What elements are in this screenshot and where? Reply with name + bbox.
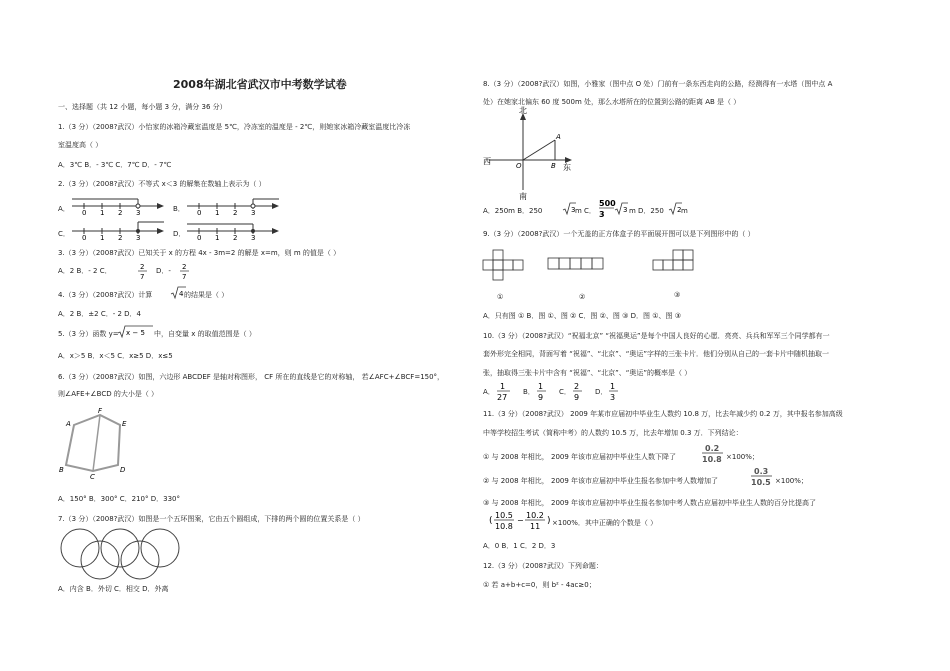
numerator: 0.3 xyxy=(754,467,769,476)
q8-compass-figure xyxy=(483,106,578,201)
point-b-label: B xyxy=(551,162,556,170)
vertex-label-c: C xyxy=(90,473,95,481)
numerator: 1 xyxy=(538,382,544,391)
q6-hexagon-figure xyxy=(58,405,138,480)
q11-statement3: ③ 与 2008 年相比， 2009 年该市应届初中毕业生报名参加中考人数占应届初中毕业生人数的百分比提高了 xyxy=(483,499,817,507)
q12-stem: 12.（3 分）（2008?武汉）下列命题： xyxy=(483,562,603,570)
denominator: 10.5 xyxy=(751,478,771,487)
tick-label: 3 xyxy=(251,209,256,217)
q2-option-c: C． xyxy=(58,230,70,238)
q10-stem-line1: 10.（3 分）（2008?武汉）“祝福北京” “祝福奥运”是每个中国人良好的心愿．亮亮、兵兵和军军三个同学都有一 xyxy=(483,332,830,340)
east-label: 东 xyxy=(563,163,571,172)
q8-sqrt3-c xyxy=(615,202,629,216)
tick-label: 0 xyxy=(82,234,87,242)
q8-options-d: m xyxy=(681,207,688,215)
q10-fraction-d xyxy=(609,381,619,403)
numerator: 2 xyxy=(574,382,580,391)
q5-stem-b: 中，自变量 x 的取值范围是（ ） xyxy=(154,330,256,338)
q7-options: A．内含 B．外切 C．相交 D．外离 xyxy=(58,585,169,593)
q11-fraction-1 xyxy=(702,443,724,465)
tick-label: 1 xyxy=(215,209,220,217)
q3-stem: 3.（3 分）（2008?武汉）已知关于 x 的方程 4x - 3m=2 的解是 x=m，则 m 的值是（ ） xyxy=(58,249,341,257)
q10-stem-line3: 张，抽取得三张卡片中含有 “祝福”、“北京”、“奥运”的概率是（ ） xyxy=(483,369,692,377)
section-heading: 一、选择题（共 12 小题，每小题 3 分，满分 36 分） xyxy=(58,103,227,111)
q6-options: A．150° B．300° C．210° D．330° xyxy=(58,495,180,503)
q5-stem-a: 5.（3 分）函数 y= xyxy=(58,330,119,338)
q11-stem-line1: 11.（3 分）（2008?武汉） 2009 年某市应届初中毕业生人数约 10.8 万，比去年减少约 0.2 万，其中报名参加高级 xyxy=(483,410,843,418)
q9-options: A．只有图 ① B．图 ①、图 ② C．图 ②、图 ③ D．图 ①、图 ③ xyxy=(483,312,682,320)
denominator: 9 xyxy=(574,393,580,402)
net-3 xyxy=(653,250,693,270)
q3-fraction-d xyxy=(180,262,190,282)
numerator: 2 xyxy=(182,263,187,271)
point-o-label: O xyxy=(516,162,522,170)
west-label: 西 xyxy=(483,157,491,166)
q11-statement1-suffix: ×100%； xyxy=(726,453,759,461)
q4-options: A．2 B．±2 C．- 2 D．4 xyxy=(58,310,141,318)
q8-options-c: m D．250 xyxy=(629,207,664,215)
svg-text:−: − xyxy=(517,516,524,525)
q2-option-d: D． xyxy=(173,230,186,238)
q2-option-a: A． xyxy=(58,205,70,213)
q11-statement1: ① 与 2008 年相比， 2009 年该市应届初中毕业生人数下降了 xyxy=(483,453,677,461)
q7-five-rings-figure xyxy=(58,528,218,578)
tick-label: 2 xyxy=(118,234,123,242)
q5-options: A．x＞5 B．x＜5 C．x≥5 D．x≤5 xyxy=(58,352,173,360)
q9-nets-figure xyxy=(483,250,723,300)
q3-option-d: D．- xyxy=(156,267,171,275)
tick-label: 2 xyxy=(233,209,238,217)
numerator: 1 xyxy=(610,382,616,391)
q10-fraction-b xyxy=(537,381,547,403)
net-1 xyxy=(483,250,523,280)
q11-statement3-suffix: ×100%．其中正确的个数是（ ） xyxy=(552,519,658,527)
q10-option-d: D． xyxy=(595,388,608,396)
vertex-label-f: F xyxy=(98,407,103,415)
q11-stem-line2: 中等学校招生考试（简称中考）的人数约 10.5 万，比去年增加 0.3 万．下列结论： xyxy=(483,429,743,437)
tick-label: 2 xyxy=(233,234,238,242)
tick-label: 0 xyxy=(197,234,202,242)
denominator: 3 xyxy=(599,210,605,219)
q6-stem-line2: 则∠AFE+∠BCD 的大小是（ ） xyxy=(58,390,159,398)
q10-stem-line2: 套外形完全相同，背面写着 “祝福”、“北京”、“奥运”字样的三张卡片．他们分别从自己的一套卡片中随机抽取一 xyxy=(483,350,829,358)
q8-options-b: m C． xyxy=(575,207,596,215)
south-label: 南 xyxy=(519,192,527,201)
q5-sqrt xyxy=(118,325,154,339)
q2-stem: 2.（3 分）（2008?武汉）不等式 x＜3 的解集在数轴上表示为（ ） xyxy=(58,180,266,188)
denominator: 10.8 xyxy=(495,522,513,531)
numerator: 1 xyxy=(500,382,506,391)
radicand: 4 xyxy=(179,290,184,298)
q11-statement2: ② 与 2008 年相比， 2009 年该市应届初中毕业生报名参加中考人数增加了 xyxy=(483,477,719,485)
svg-text:(: ( xyxy=(489,516,493,526)
q10-option-b: B． xyxy=(523,388,535,396)
denominator: 3 xyxy=(610,393,616,402)
denominator: 7 xyxy=(182,273,187,281)
tick-label: 1 xyxy=(215,234,220,242)
svg-text:): ) xyxy=(547,516,551,526)
tick-label: 3 xyxy=(136,234,141,242)
denominator: 7 xyxy=(140,273,145,281)
denominator: 27 xyxy=(497,393,508,402)
numerator: 10.2 xyxy=(526,511,544,520)
q10-fraction-c xyxy=(573,381,583,403)
q9-figure-label-2: ② xyxy=(579,293,586,301)
radicand: x − 5 xyxy=(126,329,145,337)
q8-fraction-c xyxy=(599,198,615,220)
tick-label: 3 xyxy=(136,209,141,217)
numerator: 2 xyxy=(140,263,145,271)
q2-numberline-a xyxy=(72,194,167,217)
tick-label: 0 xyxy=(197,209,202,217)
q10-option-a: A． xyxy=(483,388,495,396)
q1-stem-line1: 1.（3 分）（2008?武汉）小怡家的冰箱冷藏室温度是 5℃，冷冻室的温度是 - 2℃，则她家冰箱冷藏室温度比冷冻 xyxy=(58,123,411,131)
vertex-label-b: B xyxy=(59,466,64,474)
q6-stem-line1: 6.（3 分）（2008?武汉）如图，六边形 ABCDEF 是轴对称图形， CF 所在的直线是它的对称轴， 若∠AFC+∠BCF=150°， xyxy=(58,373,445,381)
q11-fraction-3 xyxy=(489,510,555,534)
q2-numberline-b xyxy=(187,194,282,217)
q11-statement2-suffix: ×100%； xyxy=(775,477,808,485)
net-2 xyxy=(548,258,603,269)
q9-figure-label-3: ③ xyxy=(674,291,681,299)
numerator: 500 xyxy=(599,199,616,208)
vertex-label-d: D xyxy=(120,466,126,474)
q4-stem-a: 4.（3 分）（2008?武汉）计算 xyxy=(58,291,153,299)
q9-stem: 9.（3 分）（2008?武汉）一个无盖的正方体盒子的平面展开图可以是下列图形中的（ ） xyxy=(483,230,755,238)
tick-label: 3 xyxy=(251,234,256,242)
numerator: 10.5 xyxy=(495,511,513,520)
q2-numberline-c xyxy=(72,219,167,242)
q8-stem-line2: 处）在她家北偏东 60 度 500m 处，那么水塔所在的位置到公路的距离 AB 是（ ） xyxy=(483,98,741,106)
q2-option-b: B． xyxy=(173,205,185,213)
point-a-label: A xyxy=(556,133,561,141)
vertex-label-a: A xyxy=(66,420,71,428)
q1-options: A．3℃ B．- 3℃ C．7℃ D．- 7℃ xyxy=(58,161,172,169)
denominator: 11 xyxy=(530,522,541,531)
q1-stem-line2: 室温度高（ ） xyxy=(58,141,103,149)
denominator: 9 xyxy=(538,393,544,402)
tick-label: 1 xyxy=(100,234,105,242)
q10-option-c: C． xyxy=(559,388,571,396)
q3-fraction-c xyxy=(138,262,148,282)
q2-numberline-d xyxy=(187,219,282,242)
q8-stem-line1: 8.（3 分）（2008?武汉）如图，小雅家（图中点 O 处）门前有一条东西走向的公路，经测得有一水塔（图中点 A xyxy=(483,80,833,88)
radicand: 2 xyxy=(677,206,682,214)
north-label: 北 xyxy=(519,106,527,115)
q9-figure-label-1: ① xyxy=(497,293,504,301)
q4-stem-b: 的结果是（ ） xyxy=(184,291,229,299)
q8-options-a: A．250m B．250 xyxy=(483,207,543,215)
radicand: 3 xyxy=(623,206,628,214)
denominator: 10.8 xyxy=(702,455,722,464)
q3-options: A．2 B．- 2 C． xyxy=(58,267,112,275)
q10-fraction-a xyxy=(497,381,511,403)
vertex-label-e: E xyxy=(122,420,127,428)
tick-label: 2 xyxy=(118,209,123,217)
radicand: 3 xyxy=(571,206,576,214)
tick-label: 0 xyxy=(82,209,87,217)
q7-stem: 7.（3 分）（2008?武汉）如图是一个五环图案，它由五个圆组成，下排的两个圆的位置关系是（ ） xyxy=(58,515,365,523)
q11-options: A．0 B．1 C．2 D．3 xyxy=(483,542,556,550)
q12-statement1: ① 若 a+b+c=0，则 b² - 4ac≥0； xyxy=(483,581,596,589)
page-title: 2008年湖北省武汉市中考数学试卷 xyxy=(173,78,347,91)
tick-label: 1 xyxy=(100,209,105,217)
q11-fraction-2 xyxy=(751,466,773,488)
numerator: 0.2 xyxy=(705,444,720,453)
